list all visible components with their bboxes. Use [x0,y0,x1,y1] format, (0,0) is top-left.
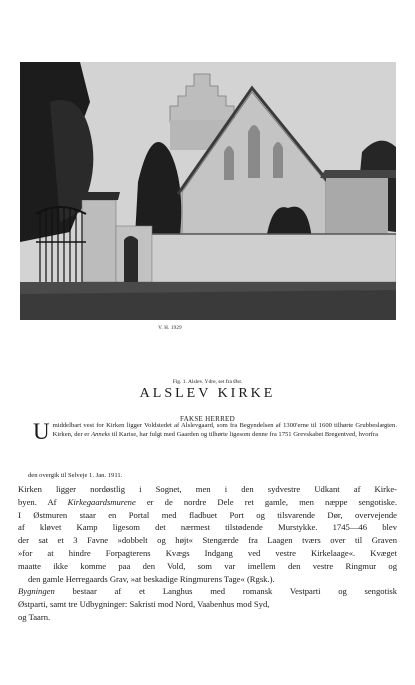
body-line [18,585,397,598]
body-text-run: byen. Af [18,496,68,507]
intro-text-1: middelbart vest for Kirken ligger Voldstedet af Alslevgaard, som fra Begyndelsen af 1300'erne til 1600 tilhørte Grubbeslægten. Kirken, der er [52,422,397,439]
body-italic: Bygningen [18,586,55,597]
body-line: I Østmuren staar en Portal med fladbuet Port og tilsvarende Dør, overvejende [18,509,397,520]
body-italic: Kirkegaardsmurene [67,496,136,507]
photo-credit: V. H. 1929 [158,326,182,331]
church-exterior-image [20,62,396,320]
body-line: der sat et 3 Favne »dobbelt og højt« Stengærde fra Laagen tværs over til Graven [18,535,397,546]
section-heading: FAKSE HERRED [179,415,235,423]
drop-cap: U [33,419,50,444]
page-title: ALSLEV KIRKE [139,386,276,401]
intro-italic: Anneks [91,431,111,439]
intro-text-2: til Karise, har fulgt med Gaarden og tilhørte ligesom denne fra 1751 Grevskabet Bregentved, hvorfra [110,431,378,439]
body-line: af kløvet Kamp ligesom det nærmest tilstødende Murstykke. 1745—46 blev [18,522,397,533]
body-text [18,483,397,624]
body-line [18,496,397,509]
body-text-run: er de nordre Dele ret gamle, men næppe sengotiske. [135,496,397,507]
body-line: den gamle Herregaards Grav, »at beskadige Ringmurens Tage« (Rgsk.). [28,573,275,584]
body-line: »for at hindre Forpagterens Kvægs Indgang ved vestre Kirkelaage«. Kvæget [18,547,397,558]
intro-continuation: den overgik til Selveje 1. Jan. 1911. [28,472,123,479]
body-line: maatte ikke komme paa den Vold, som var imellem den vestre Ringmur og [18,560,397,571]
body-line: og Taarn. [18,611,51,622]
body-line: Kirken ligger nordøstlig i Sognet, men i den sydvestre Udkant af Kirke- [18,484,397,494]
body-line: Østparti, samt tre Udbygninger: Sakristi mod Nord, Vaabenhus mod Syd, [18,599,270,610]
figure-caption: Fig. 1. Alslev. Ydre, set fra Øst. [172,379,243,385]
church-photograph [20,62,396,320]
body-text-run: bestaar af et Langhus med romansk Vestparti og sengotisk [54,586,397,597]
